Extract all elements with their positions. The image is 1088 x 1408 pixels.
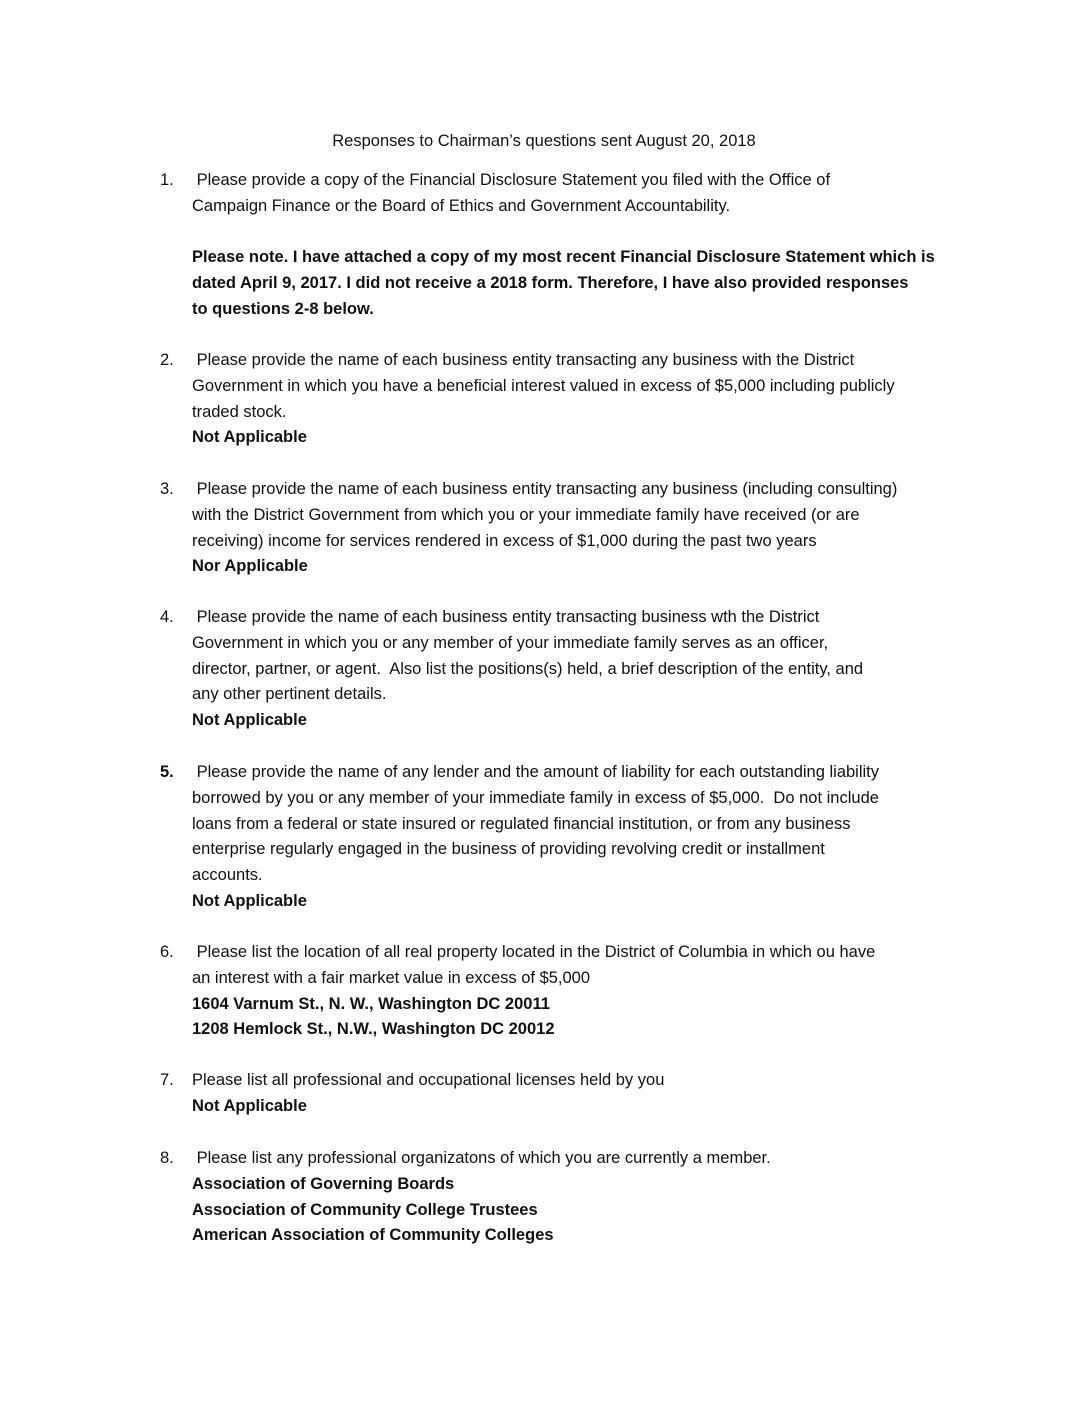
question-line: director, partner, or agent. Also list the positions(s) held, a brief description of the entity, and [192,659,864,678]
question-content [192,348,972,451]
question-number: 6. [160,943,174,961]
question-content [192,605,972,734]
question-line: any other pertinent details. [192,685,387,704]
question-line: Please list all professional and occupational licenses held by you [192,1071,665,1089]
question-number: 7. [160,1071,174,1089]
question-content [192,477,972,580]
question-line: enterprise regularly engaged in the business of providing revolving credit or installment [192,840,825,859]
question-line: traded stock. [192,402,287,421]
question-content [192,168,972,323]
question-line: borrowed by you or any member of your immediate family in excess of $5,000. Do not include [192,788,879,807]
question-number: 2. [160,351,174,369]
question-number: 5. [160,763,174,781]
question-line: receiving) income for services rendered in excess of $1,000 during the past two years [192,531,817,550]
question-line: Please provide a copy of the Financial Disclosure Statement you filed with the Office of [192,171,831,189]
question-line: with the District Government from which you or your immediate family have received (or are [192,505,860,524]
question-line: Please provide the name of each business entity transacting any business with the District [192,351,855,369]
answer-line: Not Applicable [192,891,307,910]
question-line: Please list the location of all real property located in the District of Columbia in which ou have [192,943,876,961]
answer-line: Not Applicable [192,428,307,447]
question-line: Please provide the name of each business entity transacting business wth the District [192,608,820,626]
answer-line: Not Applicable [192,1096,307,1115]
question-line: loans from a federal or state insured or regulated financial institution, or from any business [192,814,851,833]
question-line: accounts. [192,866,263,885]
question-line: Government in which you have a beneficial interest valued in excess of $5,000 including publicly [192,376,895,395]
question-content [192,940,972,1043]
question-line: Please provide the name of each business entity transacting any business (including consulting) [192,480,898,498]
question-line: Please list any professional organizatons of which you are currently a member. [192,1149,771,1167]
question-number: 3. [160,480,174,498]
question-number: 1. [160,171,174,189]
question-line: Government in which you or any member of your immediate family serves as an officer, [192,633,829,652]
answer-line: Nor Applicable [192,557,308,576]
question-content [192,1068,972,1120]
answer-line: Association of Governing Boards [192,1174,455,1193]
note-line: to questions 2-8 below. [192,299,374,318]
answer-line: Association of Community College Trustees [192,1200,538,1219]
question-content [192,1146,972,1249]
answer-line: 1604 Varnum St., N. W., Washington DC 20011 [192,994,550,1013]
question-line: Campaign Finance or the Board of Ethics and Government Accountability. [192,196,731,215]
document-title: Responses to Chairman’s questions sent August 20, 2018 [332,132,756,150]
question-line: Please provide the name of any lender and the amount of liability for each outstanding liability [192,763,880,781]
question-number: 4. [160,608,174,626]
note-line: dated April 9, 2017. I did not receive a 2018 form. Therefore, I have also provided responses [192,274,909,293]
answer-line: American Association of Community Colleges [192,1226,554,1245]
question-number: 8. [160,1149,174,1167]
answer-line: 1208 Hemlock St., N.W., Washington DC 20012 [192,1020,555,1039]
note-line: Please note. I have attached a copy of my most recent Financial Disclosure Statement which is [192,248,935,267]
answer-line: Not Applicable [192,711,307,730]
question-content [192,760,972,915]
question-line: an interest with a fair market value in excess of $5,000 [192,968,591,987]
